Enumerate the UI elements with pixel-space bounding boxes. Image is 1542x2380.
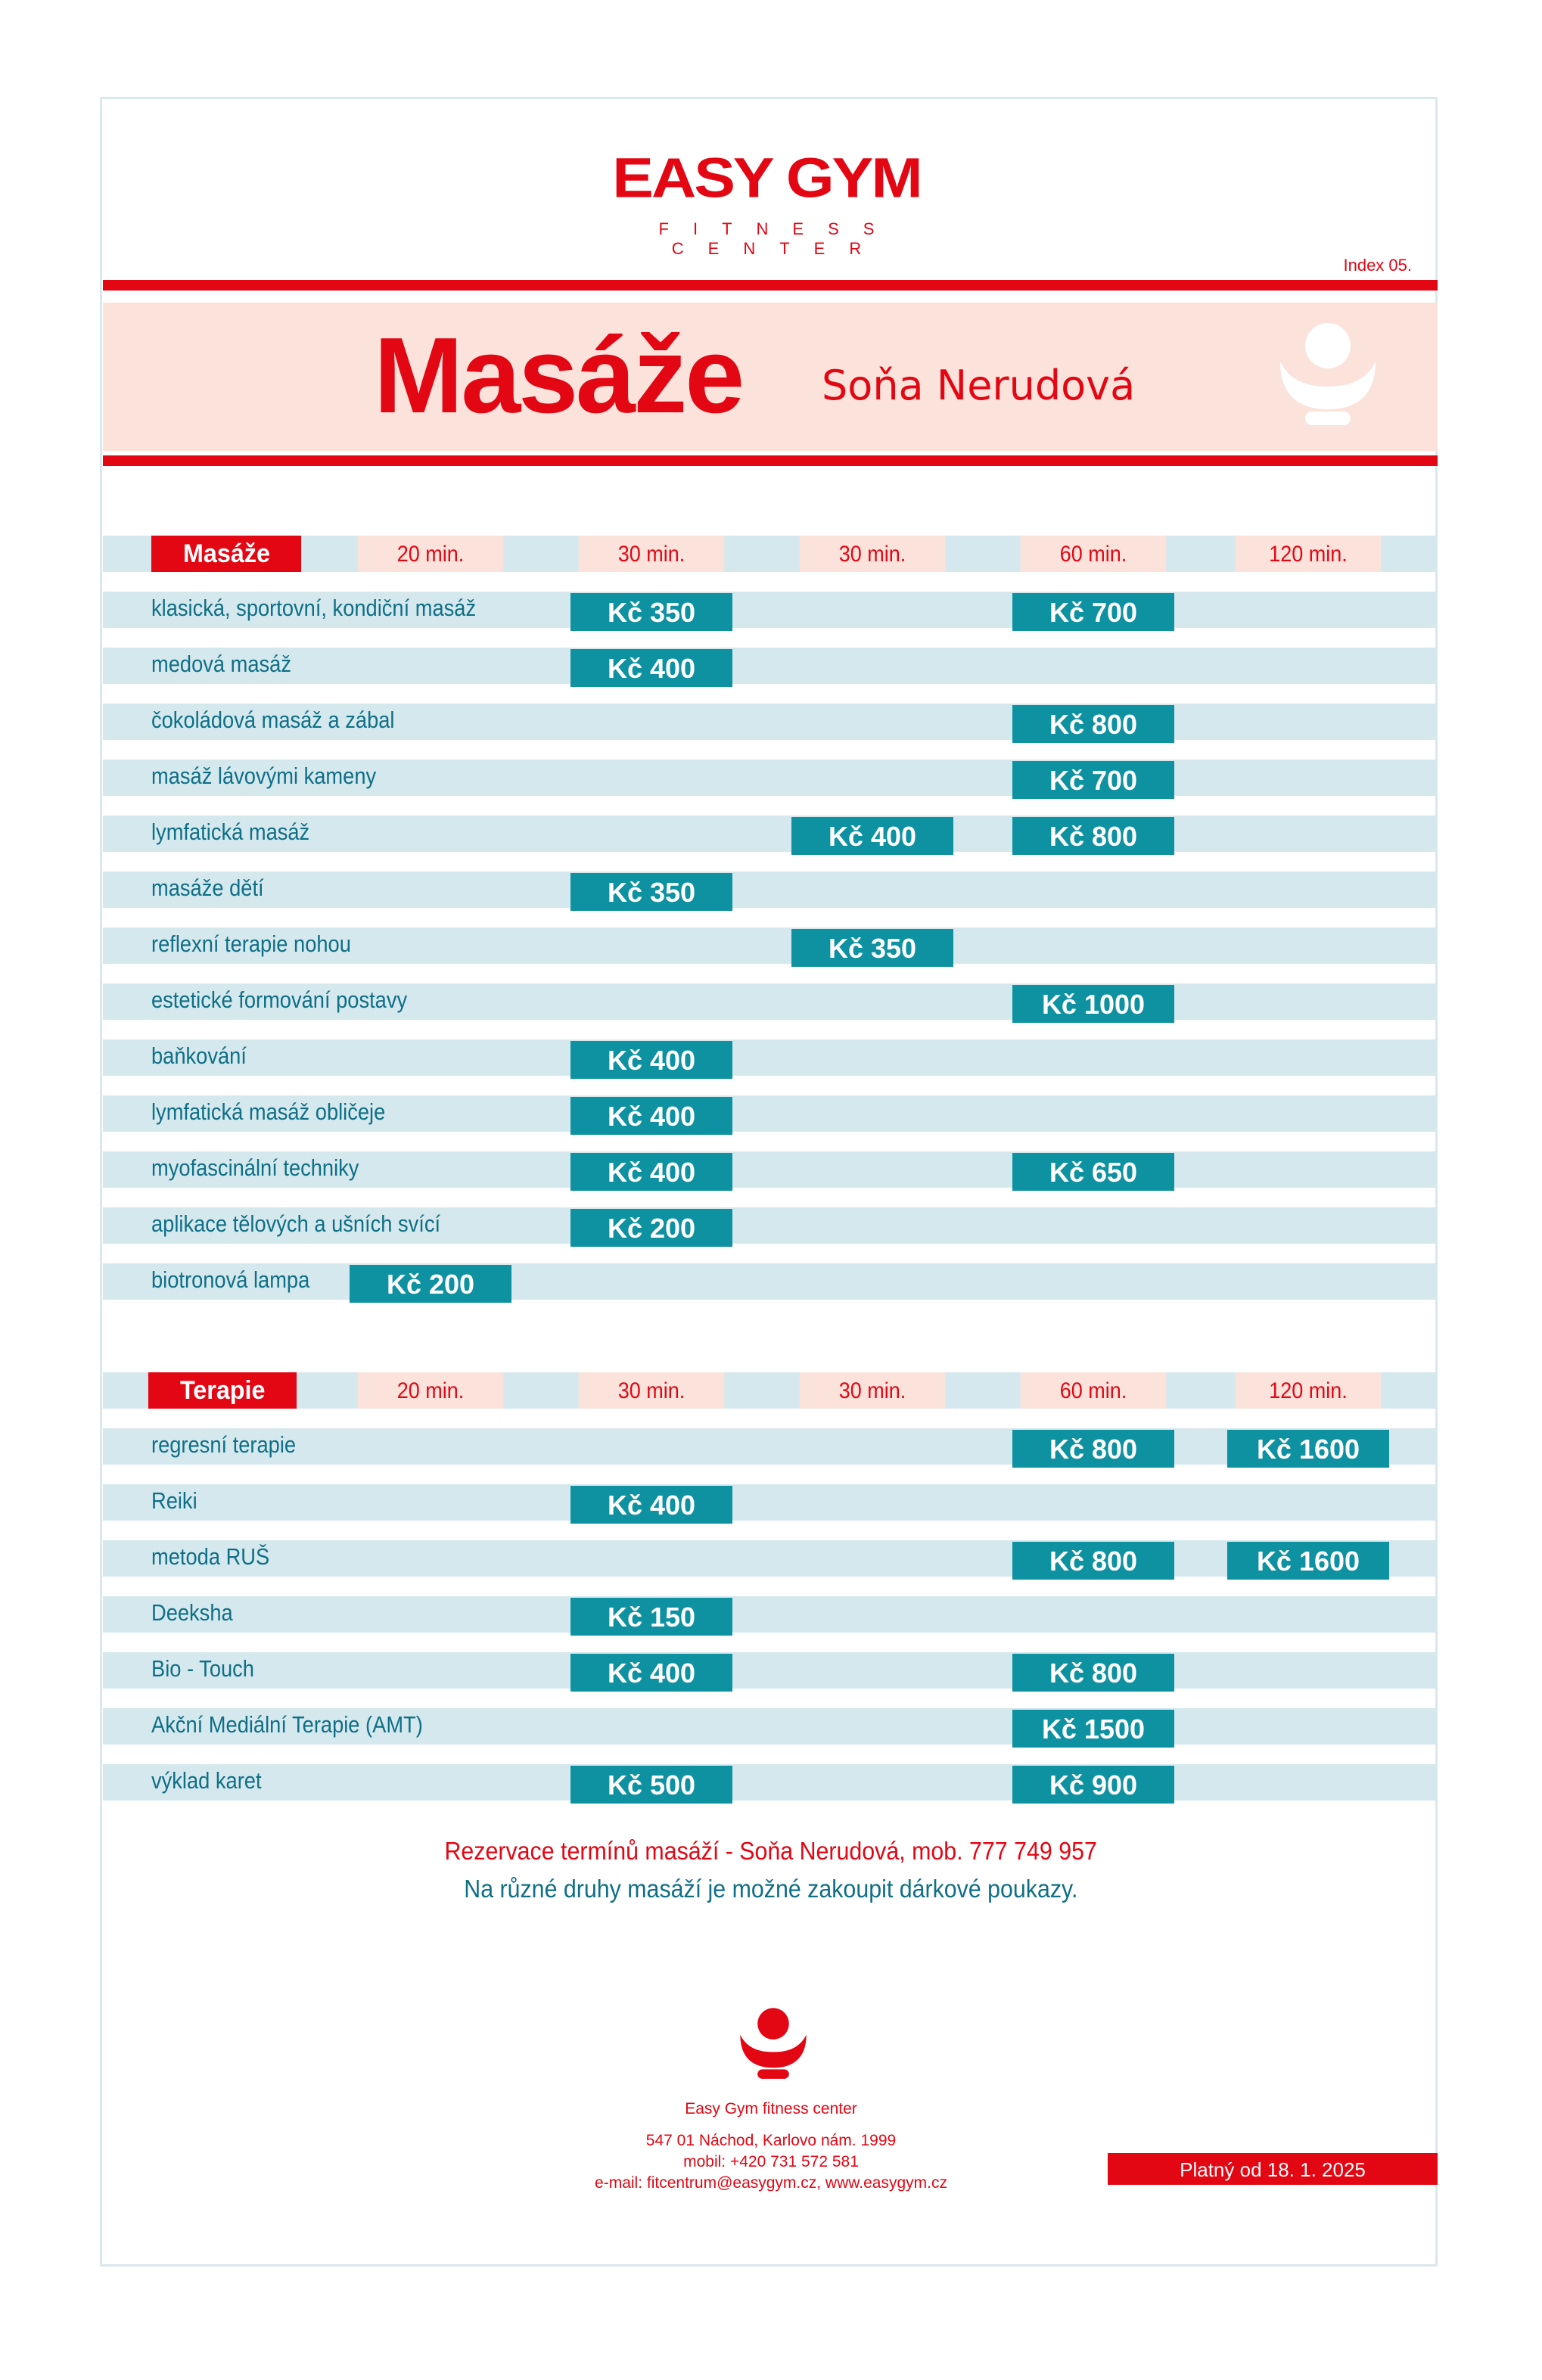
footer-mobile: mobil: +420 731 572 581 xyxy=(683,2153,859,2170)
price-cell: Kč 800 xyxy=(1012,1430,1174,1468)
column-header: 30 min. xyxy=(800,536,946,572)
column-header: 20 min. xyxy=(358,536,504,572)
price-cell: Kč 1000 xyxy=(1012,985,1174,1023)
column-header: 120 min. xyxy=(1236,536,1382,572)
price-cell: Kč 900 xyxy=(1012,1766,1174,1804)
page-subtitle: Soňa Nerudová xyxy=(822,362,1136,409)
table-row xyxy=(103,1263,1438,1300)
price-cell: Kč 800 xyxy=(1012,1542,1174,1580)
footer-contact: e-mail: fitcentrum@easygym.cz, www.easygym.cz xyxy=(595,2174,947,2192)
table-row xyxy=(103,1095,1438,1132)
price-cell: Kč 400 xyxy=(570,1486,732,1524)
table-row xyxy=(103,1151,1438,1188)
service-name: aplikace tělových a ušních svící xyxy=(151,1210,441,1237)
service-name: medová masáž xyxy=(151,651,291,677)
column-header: 30 min. xyxy=(579,1372,725,1409)
voucher-note: Na různé druhy masáží je možné zakoupit dárkové poukazy. xyxy=(464,1875,1078,1903)
logo-tagline: FITNESS CENTER xyxy=(658,219,899,258)
logo-wordmark: EASY GYM xyxy=(612,147,921,210)
price-cell: Kč 400 xyxy=(570,1097,732,1135)
service-name: metoda RUŠ xyxy=(151,1543,270,1570)
price-cell: Kč 400 xyxy=(570,1041,732,1079)
service-name: regresní terapie xyxy=(151,1431,297,1458)
footer-address: 547 01 Náchod, Karlovo nám. 1999 xyxy=(645,2132,897,2149)
price-cell: Kč 350 xyxy=(570,873,732,911)
index-label: Index 05. xyxy=(1343,256,1412,275)
top-divider xyxy=(103,280,1438,291)
column-header: 60 min. xyxy=(1021,1372,1167,1409)
footer-company-name: Easy Gym fitness center xyxy=(685,2100,857,2117)
price-cell: Kč 1600 xyxy=(1227,1430,1389,1468)
section-label: Masáže xyxy=(151,536,301,572)
price-cell: Kč 400 xyxy=(570,1153,732,1191)
service-name: myofascinální techniky xyxy=(151,1154,359,1181)
price-cell: Kč 200 xyxy=(350,1265,511,1303)
table-row xyxy=(103,1764,1438,1801)
table-row xyxy=(103,592,1438,628)
table-row xyxy=(103,927,1438,964)
price-cell: Kč 500 xyxy=(570,1766,732,1804)
service-name: reflexní terapie nohou xyxy=(151,931,351,957)
table-row xyxy=(103,648,1438,684)
column-header: 60 min. xyxy=(1021,536,1167,572)
table-row xyxy=(103,760,1438,796)
price-cell: Kč 800 xyxy=(1012,705,1174,743)
column-header: 20 min. xyxy=(358,1372,504,1409)
service-name: výklad karet xyxy=(151,1767,262,1794)
table-row xyxy=(103,816,1438,852)
bottom-divider xyxy=(103,455,1438,466)
service-name: Bio - Touch xyxy=(151,1655,254,1682)
table-row xyxy=(103,1652,1438,1689)
section-label: Terapie xyxy=(148,1372,297,1409)
table-row xyxy=(103,1207,1438,1244)
table-row xyxy=(103,1596,1438,1633)
column-header: 30 min. xyxy=(800,1372,946,1409)
valid-from-badge: Platný od 18. 1. 2025 xyxy=(1108,2153,1438,2185)
price-cell: Kč 200 xyxy=(570,1209,732,1247)
table-row xyxy=(103,1484,1438,1521)
price-cell: Kč 800 xyxy=(1012,1654,1174,1692)
price-cell: Kč 650 xyxy=(1012,1153,1174,1191)
table-row xyxy=(103,1708,1438,1745)
table-row xyxy=(103,1039,1438,1076)
price-cell: Kč 1600 xyxy=(1227,1542,1389,1580)
service-name: lymfatická masáž obličeje xyxy=(151,1098,386,1125)
title-band xyxy=(103,303,1438,451)
price-cell: Kč 150 xyxy=(570,1598,732,1636)
service-name: baňkování xyxy=(151,1042,247,1069)
price-cell: Kč 400 xyxy=(570,649,732,687)
column-header: 30 min. xyxy=(579,536,725,572)
table-row xyxy=(103,983,1438,1020)
page-title: Masáže xyxy=(374,315,743,436)
easygym-figure-icon xyxy=(734,2003,813,2082)
easygym-figure-icon xyxy=(1271,316,1385,430)
table-row xyxy=(103,704,1438,740)
easygym-logo xyxy=(567,147,965,258)
price-cell: Kč 700 xyxy=(1012,761,1174,799)
service-name: klasická, sportovní, kondiční masáž xyxy=(151,595,477,621)
service-name: masáže dětí xyxy=(151,875,264,901)
column-header: 120 min. xyxy=(1236,1372,1382,1409)
price-cell: Kč 350 xyxy=(570,593,732,631)
table-row xyxy=(103,1428,1438,1465)
table-header-row xyxy=(103,536,1438,572)
price-cell: Kč 700 xyxy=(1012,593,1174,631)
price-cell: Kč 1500 xyxy=(1012,1710,1174,1748)
service-name: masáž lávovými kameny xyxy=(151,763,377,789)
service-name: Reiki xyxy=(151,1487,197,1514)
price-cell: Kč 350 xyxy=(791,929,953,967)
price-cell: Kč 800 xyxy=(1012,817,1174,855)
service-name: Akční Mediální Terapie (AMT) xyxy=(151,1711,423,1738)
service-name: Deeksha xyxy=(151,1599,233,1626)
service-name: čokoládová masáž a zábal xyxy=(151,707,395,733)
price-cell: Kč 400 xyxy=(791,817,953,855)
reservation-note: Rezervace termínů masáží - Soňa Nerudová, mob. 777 749 957 xyxy=(444,1837,1098,1865)
service-name: lymfatická masáž xyxy=(151,819,310,845)
table-row xyxy=(103,872,1438,908)
service-name: biotronová lampa xyxy=(151,1266,310,1293)
table-row xyxy=(103,1540,1438,1577)
table-header-row xyxy=(103,1372,1438,1409)
service-name: estetické formování postavy xyxy=(151,986,408,1013)
price-cell: Kč 400 xyxy=(570,1654,732,1692)
